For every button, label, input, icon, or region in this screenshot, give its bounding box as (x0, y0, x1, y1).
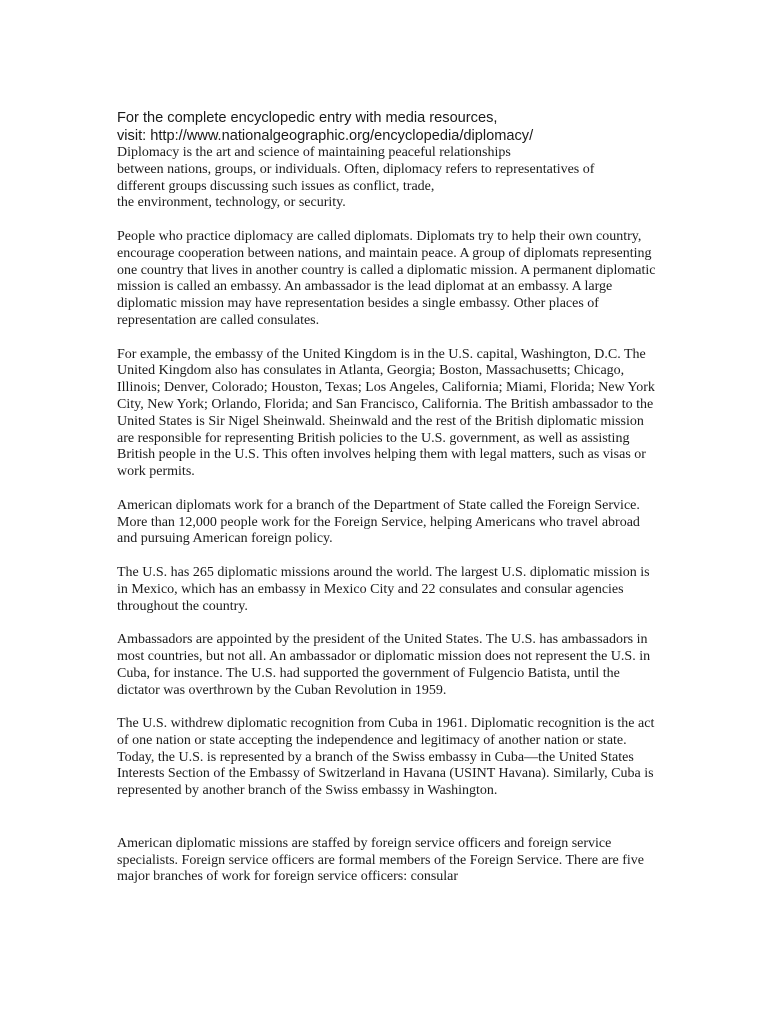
source-url-line: visit: http://www.nationalgeographic.org/encyclopedia/diplomacy/ (117, 128, 534, 144)
intro-line: between nations, groups, or individuals. Often, diplomacy refers to representatives of (117, 161, 595, 177)
paragraph-ambassadors: Ambassadors are appointed by the president of the United States. The U.S. has ambassadors in most countries, but not all. An ambassador or diplomatic mission does not represent the U.S. in Cuba, for instance. The U.S. had supported the government of Fulgencio Batista, until the dictator was overthrown by the Cuban Revolution in 1959. (117, 632, 651, 698)
paragraph-uk-example: For example, the embassy of the United Kingdom is in the U.S. capital, Washington, D.C. The United Kingdom also has consulates in Atlanta, Georgia; Boston, Massachusetts; Chicago, Illinois; Denver, Colorado; Houston, Texas; Los Angeles, California; Miami, Florida; New York City, New York; Orlando, Florida; and San Francisco, California. The British ambassador to the United States is Sir Nigel Sheinwald. Sheinwald and the rest of the British diplomatic mission are responsible for representing British policies to the U.S. government, as well as assisting British people in the U.S. This often involves helping them with legal matters, such as visas or work permits. (117, 346, 655, 480)
intro-line: Diplomacy is the art and science of maintaining peaceful relationships (117, 145, 511, 160)
document-page (117, 109, 657, 903)
intro-line: the environment, technology, or security. (117, 195, 346, 211)
paragraph-diplomats: People who practice diplomacy are called diplomats. Diplomats try to help their own country, encourage cooperation between nations, and maintain peace. A group of diplomats representing one country that lives in another country is called a diplomatic mission. A permanent diplomatic mission is called an embassy. An ambassador is the lead diplomat at an embassy. A large diplomatic mission may have representation besides a single embassy. Other places of representation are called consulates. (117, 228, 656, 328)
paragraph-staffing: American diplomatic missions are staffed by foreign service officers and foreign service specialists. Foreign service officers are formal members of the Foreign Service. There are five major branches of work for foreign service officers: consular (117, 835, 645, 885)
section-spacer (117, 817, 657, 836)
source-header-line-1: For the complete encyclopedic entry with media resources, (117, 110, 498, 126)
paragraph-foreign-service: American diplomats work for a branch of the Department of State called the Foreign Service. More than 12,000 people work for the Foreign Service, helping Americans who travel abroad and pursuing American foreign policy. (117, 497, 640, 547)
paragraph-missions-count: The U.S. has 265 diplomatic missions around the world. The largest U.S. diplomatic mission is in Mexico, which has an embassy in Mexico City and 22 consulates and consular agencies throughout the country. (117, 564, 650, 614)
paragraph-cuba-recognition: The U.S. withdrew diplomatic recognition from Cuba in 1961. Diplomatic recognition is the act of one nation or state accepting the independence and legitimacy of another nation or state. Today, the U.S. is represented by a branch of the Swiss embassy in Cuba—the United States Interests Section of the Embassy of Switzerland in Havana (USINT Havana). Similarly, Cuba is represented by another branch of the Swiss embassy in Washington. (117, 716, 655, 799)
intro-line: different groups discussing such issues as conflict, trade, (117, 178, 435, 194)
intro-paragraph (117, 145, 657, 212)
source-header (117, 109, 657, 145)
